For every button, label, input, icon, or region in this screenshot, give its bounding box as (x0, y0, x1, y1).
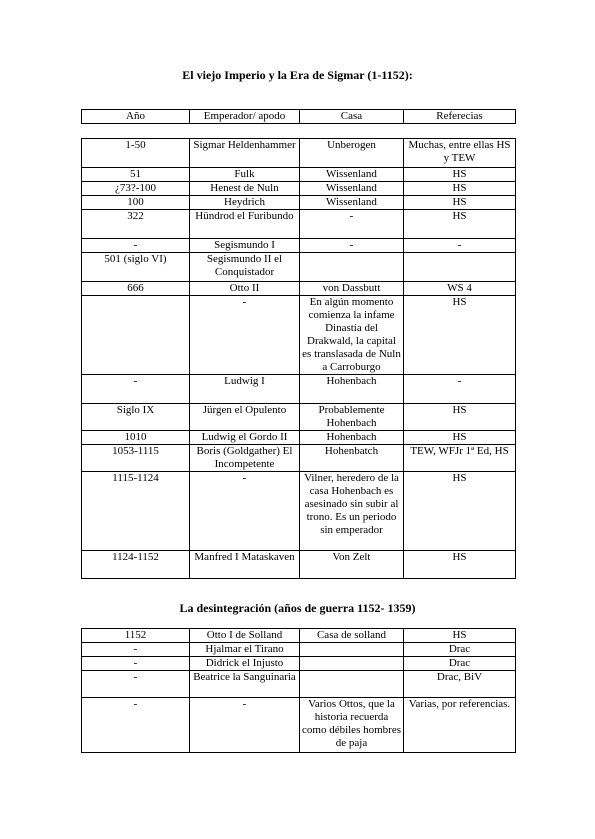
header-row (82, 110, 516, 124)
cell-emperor: Otto II (190, 282, 300, 296)
cell-emperor: Fulk (190, 168, 300, 182)
cell-emperor: Beatrice la Sanguinaria (190, 671, 300, 698)
cell-references: HS (404, 472, 516, 551)
cell-references: HS (404, 431, 516, 445)
cell-year: ¿73?-100 (82, 182, 190, 196)
cell-references: HS (404, 296, 516, 375)
cell-references: Drac (404, 643, 516, 657)
header-table (81, 109, 516, 124)
cell-year: - (82, 698, 190, 753)
table-row (82, 445, 516, 472)
cell-house: - (300, 239, 404, 253)
cell-emperor: Sigmar Heldenhammer (190, 139, 300, 168)
cell-emperor: Didrick el Injusto (190, 657, 300, 671)
cell-year: Siglo IX (82, 404, 190, 431)
emperors-table-disintegration (81, 628, 516, 753)
cell-emperor: Segismundo II el Conquistador (190, 253, 300, 282)
cell-house: En algún momento comienza la infame Dinastía del Drakwald, la capital es translasada de Nuln a Carroburgo (300, 296, 404, 375)
cell-house (300, 253, 404, 282)
cell-emperor: Ludwig I (190, 375, 300, 404)
cell-year: 666 (82, 282, 190, 296)
table-row (82, 253, 516, 282)
cell-emperor: - (190, 472, 300, 551)
table-row (82, 196, 516, 210)
cell-house: Wissenland (300, 182, 404, 196)
table-row (82, 139, 516, 168)
cell-references (404, 253, 516, 282)
cell-year: - (82, 375, 190, 404)
cell-year: 322 (82, 210, 190, 239)
cell-house: Hohenbach (300, 375, 404, 404)
cell-house: Unberogen (300, 139, 404, 168)
cell-house: Hohenbach (300, 431, 404, 445)
cell-references: Drac (404, 657, 516, 671)
cell-house (300, 657, 404, 671)
table-row (82, 168, 516, 182)
cell-house (300, 643, 404, 657)
table-row (82, 643, 516, 657)
table-row (82, 375, 516, 404)
cell-references: WS 4 (404, 282, 516, 296)
cell-house: Casa de solland (300, 629, 404, 643)
cell-house: Vilner, heredero de la casa Hohenbach es asesinado sin subir al trono. Es un periodo sin emperador (300, 472, 404, 551)
cell-year: 51 (82, 168, 190, 182)
table-row (82, 210, 516, 239)
header-house: Casa (300, 110, 404, 124)
table-row (82, 629, 516, 643)
cell-emperor: Jürgen el Opulento (190, 404, 300, 431)
cell-references: HS (404, 404, 516, 431)
emperors-table-old-empire (81, 138, 516, 579)
cell-year: - (82, 239, 190, 253)
cell-references: Varias, por referencias. (404, 698, 516, 753)
cell-references: - (404, 375, 516, 404)
cell-year: - (82, 671, 190, 698)
cell-emperor: Segismundo I (190, 239, 300, 253)
cell-house (300, 671, 404, 698)
cell-house: Probablemente Hohenbach (300, 404, 404, 431)
cell-references: HS (404, 551, 516, 579)
cell-references: HS (404, 196, 516, 210)
table-row (82, 671, 516, 698)
cell-year (82, 296, 190, 375)
table-row (82, 657, 516, 671)
cell-year: 1124-1152 (82, 551, 190, 579)
cell-house: von Dassbutt (300, 282, 404, 296)
cell-year: - (82, 657, 190, 671)
table-row (82, 239, 516, 253)
cell-year: 1-50 (82, 139, 190, 168)
table-row (82, 296, 516, 375)
cell-emperor: Henest de Nuln (190, 182, 300, 196)
cell-year: 501 (siglo VI) (82, 253, 190, 282)
cell-references: Muchas, entre ellas HS y TEW (404, 139, 516, 168)
table-row (82, 698, 516, 753)
cell-house: Wissenland (300, 196, 404, 210)
cell-references: HS (404, 168, 516, 182)
cell-emperor: - (190, 296, 300, 375)
cell-emperor: Hündrod el Furibundo (190, 210, 300, 239)
cell-references: TEW, WFJr 1ª Ed, HS (404, 445, 516, 472)
cell-references: HS (404, 182, 516, 196)
cell-emperor: - (190, 698, 300, 753)
header-emperor: Emperador/ apodo (190, 110, 300, 124)
cell-references: Drac, BiV (404, 671, 516, 698)
section-title-old-empire: El viejo Imperio y la Era de Sigmar (1-1152): (182, 68, 413, 82)
cell-year: - (82, 643, 190, 657)
header-references: Referecias (404, 110, 516, 124)
cell-emperor: Manfred I Mataskaven (190, 551, 300, 579)
cell-house: Varios Ottos, que la historia recuerda como débiles hombres de paja (300, 698, 404, 753)
cell-references: HS (404, 210, 516, 239)
cell-emperor: Boris (Goldgather) El Incompetente (190, 445, 300, 472)
cell-emperor: Otto I de Solland (190, 629, 300, 643)
cell-year: 1115-1124 (82, 472, 190, 551)
cell-house: Wissenland (300, 168, 404, 182)
section-title-disintegration: La desintegración (años de guerra 1152- 1359) (179, 601, 416, 615)
cell-emperor: Heydrich (190, 196, 300, 210)
table-row (82, 282, 516, 296)
table-row (82, 472, 516, 551)
table-row (82, 551, 516, 579)
cell-references: - (404, 239, 516, 253)
cell-year: 1152 (82, 629, 190, 643)
cell-year: 1010 (82, 431, 190, 445)
cell-year: 1053-1115 (82, 445, 190, 472)
header-year: Año (82, 110, 190, 124)
cell-house: Hohenbatch (300, 445, 404, 472)
cell-emperor: Ludwig el Gordo II (190, 431, 300, 445)
cell-emperor: Hjalmar el Tirano (190, 643, 300, 657)
table-row (82, 431, 516, 445)
table-row (82, 404, 516, 431)
cell-year: 100 (82, 196, 190, 210)
cell-house: Von Zelt (300, 551, 404, 579)
cell-references: HS (404, 629, 516, 643)
table-row (82, 182, 516, 196)
cell-house: - (300, 210, 404, 239)
